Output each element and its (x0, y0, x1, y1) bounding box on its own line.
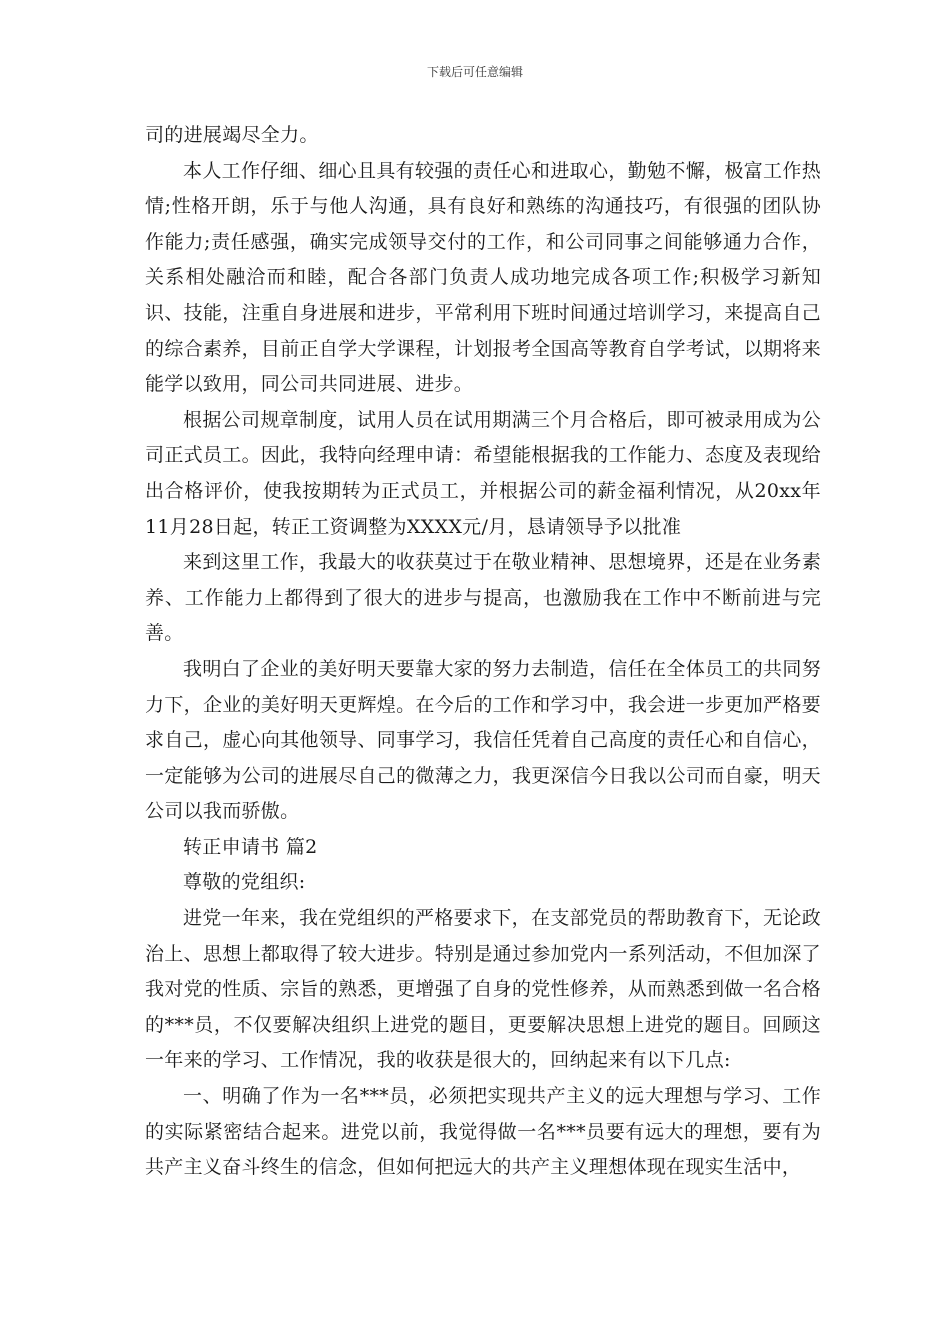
paragraph: 根据公司规章制度，试用人员在试用期满三个月合格后，即可被录用成为公司正式员工。因此，我特向经理申请：希望能根据我的工作能力、态度及表现给出合格评价，使我按期转为正式员工，并根据公司的薪金福利情况，从20xx年11月28日起，转正工资调整为XXXX元/月，恳请领导予以批准 (145, 408, 821, 538)
paragraph: 本人工作仔细、细心且具有较强的责任心和进取心，勤勉不懈，极富工作热情;性格开朗，乐于与他人沟通，具有良好和熟练的沟通技巧，有很强的团队协作能力;责任感强，确实完成领导交付的工作，和公司同事之间能够通力合作，关系相处融洽而和睦，配合各部门负责人成功地完成各项工作;积极学习新知识、技能，注重自身进展和进步，平常利用下班时间通过培训学习，来提高自己的综合素养，目前正自学大学课程，计划报考全国高等教育自学考试，以期将来能学以致用，同公司共同进展、进步。 (145, 159, 821, 396)
paragraph: 一、明确了作为一名***员，必须把实现共产主义的远大理想与学习、工作的实际紧密结合起来。进党以前，我觉得做一名***员要有远大的理想，要有为共产主义奋斗终生的信念，但如何把远大的共产主义理想体现在现实生活中， (145, 1085, 821, 1179)
paragraph: 司的进展竭尽全力。 (145, 124, 319, 146)
paragraph: 进党一年来，我在党组织的严格要求下，在支部党员的帮助教育下，无论政治上、思想上都取得了较大进步。特别是通过参加党内一系列活动，不但加深了我对党的性质、宗旨的熟悉，更增强了自身的党性修养，从而熟悉到做一名合格的***员，不仅要解决组织上进党的题目，更要解决思想上进党的题目。回顾这一年来的学习、工作情况，我的收获是很大的，回纳起来有以下几点: (145, 907, 821, 1072)
section-heading: 转正申请书 篇2 (183, 835, 318, 858)
document-body (145, 118, 821, 1186)
paragraph: 我明白了企业的美好明天要靠大家的努力去制造，信任在全体员工的共同努力下，企业的美好明天更辉煌。在今后的工作和学习中，我会进一步更加严格要求自己，虚心向其他领导、同事学习，我信任凭着自己高度的责任心和自信心，一定能够为公司的进展尽自己的微薄之力，我更深信今日我以公司而自豪，明天公司以我而骄傲。 (145, 657, 821, 823)
page-header: 下载后可任意编辑 (426, 65, 523, 79)
paragraph: 来到这里工作，我最大的收获莫过于在敬业精神、思想境界，还是在业务素养、工作能力上都得到了很大的进步与提高，也激励我在工作中不断前进与完善。 (145, 551, 821, 645)
salutation: 尊敬的党组织: (183, 871, 306, 894)
